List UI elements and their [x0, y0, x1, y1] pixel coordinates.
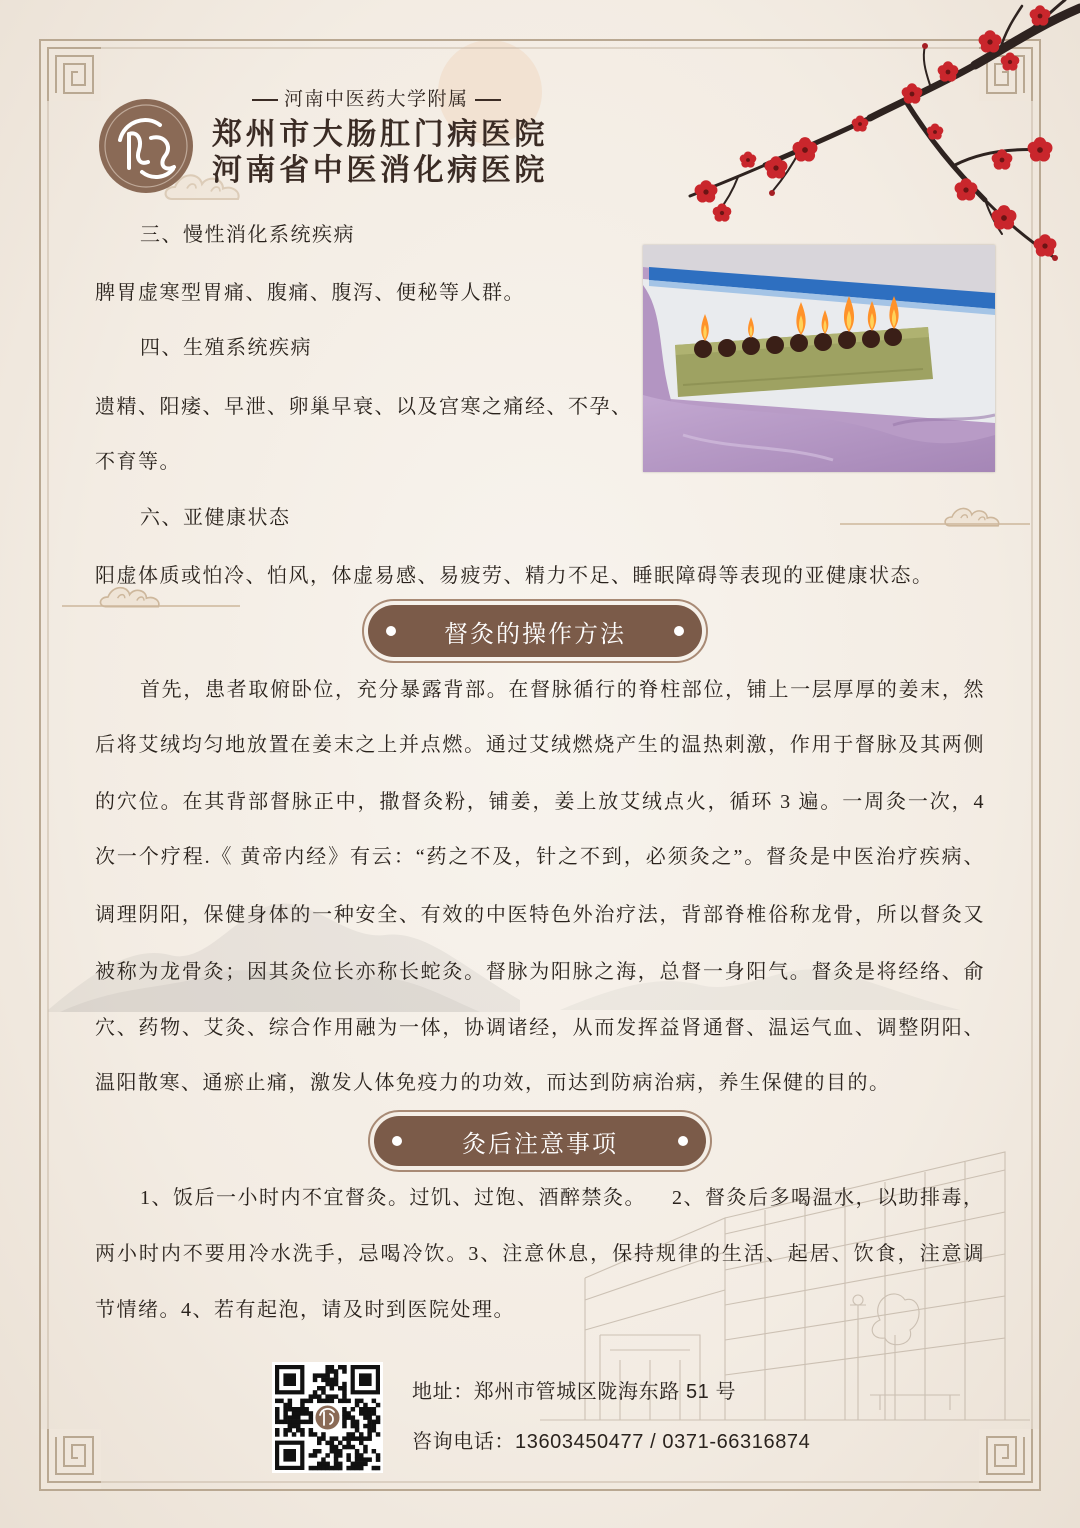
method-line: 调理阴阳，保健身体的一种安全、有效的中医特色外治疗法，背部脊椎俗称龙骨，所以督灸又 — [95, 904, 985, 926]
moxibustion-photo — [643, 245, 995, 472]
hospital-name-secondary: 河南省中医消化病医院 — [212, 154, 548, 187]
qr-code-image — [272, 1362, 383, 1473]
aftercare-line: 两小时内不要用冷水洗手，忌喝冷饮。3、注意休息，保持规律的生活、起居、饮食，注意调 — [95, 1243, 985, 1265]
method-line: 温阳散寒、通瘀止痛，激发人体免疫力的功效，而达到防病治病，养生保健的目的。 — [95, 1072, 891, 1094]
method-line: 穴、药物、艾灸、综合作用融为一体，协调诸经，从而发挥益肾通督、温运气血、调整阴阳、 — [95, 1017, 985, 1039]
section-banner-aftercare — [368, 1110, 712, 1172]
hospital-logo-icon — [98, 98, 194, 194]
affiliation-dash-left — [252, 99, 278, 101]
section-title-method: 督灸的操作方法 — [444, 620, 626, 648]
aftercare-line: 1、饭后一小时内不宜督灸。过饥、过饱、酒醉禁灸。 2、督灸后多喝温水，以助排毒， — [140, 1187, 985, 1209]
method-line: 首先，患者取俯卧位，充分暴露背部。在督脉循行的脊柱部位，铺上一层厚厚的姜末，然 — [140, 679, 985, 701]
affiliation-dash-right — [475, 99, 501, 101]
indication-heading: 三、慢性消化系统疾病 — [140, 224, 355, 246]
contact-address: 地址：郑州市管城区陇海东路 51 号 — [412, 1381, 737, 1403]
indication-text: 脾胃虚寒型胃痛、腹痛、腹泻、便秘等人群。 — [95, 282, 525, 304]
indication-text: 遗精、阳痿、早泄、卵巢早衰、以及宫寒之痛经、不孕、 — [95, 396, 633, 418]
section-title-aftercare: 灸后注意事项 — [462, 1130, 618, 1158]
section-banner-method — [362, 599, 708, 663]
indication-heading: 六、亚健康状态 — [140, 507, 291, 529]
indication-text: 不育等。 — [95, 451, 181, 473]
aftercare-line: 节情绪。4、若有起泡，请及时到医院处理。 — [95, 1299, 515, 1321]
contact-phone: 咨询电话：13603450477 / 0371-66316874 — [412, 1431, 811, 1453]
affiliation-line — [252, 88, 501, 112]
method-line: 次一个疗程.《 黄帝内经》有云：“药之不及，针之不到，必须灸之”。督灸是中医治疗疾病、 — [95, 846, 985, 868]
method-line: 的穴位。在其背部督脉正中，撒督灸粉，铺姜，姜上放艾绒点火，循环 3 遍。一周灸一次，4 — [95, 791, 985, 813]
hospital-name-primary: 郑州市大肠肛门病医院 — [212, 118, 548, 151]
qr-code-icon — [272, 1362, 383, 1473]
indication-text: 阳虚体质或怕冷、怕风，体虚易感、易疲劳、精力不足、睡眠障碍等表现的亚健康状态。 — [95, 565, 934, 587]
moxibustion-photo-image — [643, 245, 995, 472]
method-line: 后将艾绒均匀地放置在姜末之上并点燃。通过艾绒燃烧产生的温热刺激，作用于督脉及其两侧 — [95, 734, 985, 756]
affiliation-text: 河南中医药大学附属 — [284, 89, 469, 110]
method-line: 被称为龙骨灸；因其灸位长亦称长蛇灸。督脉为阳脉之海，总督一身阳气。督灸是将经络、俞 — [95, 961, 985, 983]
indication-heading: 四、生殖系统疾病 — [140, 337, 312, 359]
